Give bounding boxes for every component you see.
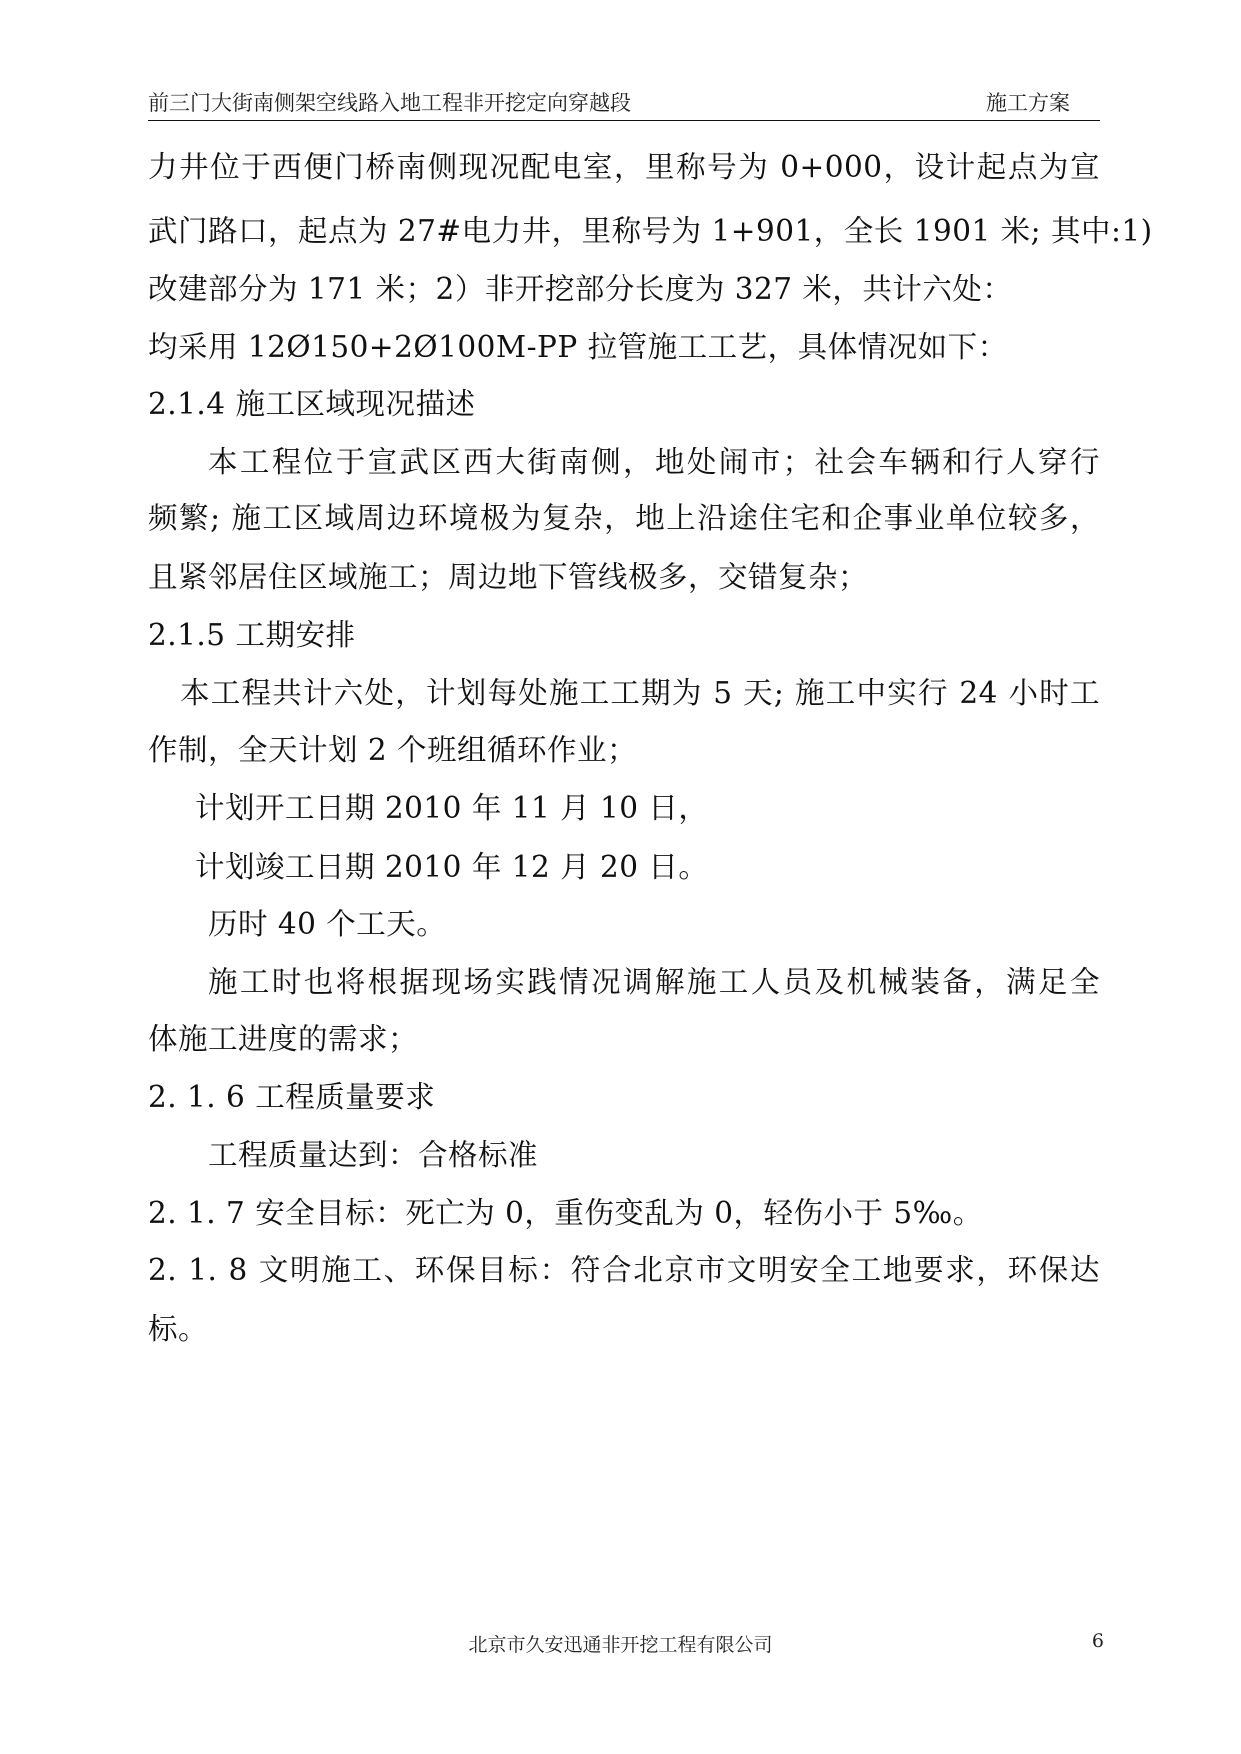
section-heading: 2. 1. 6 工程质量要求 [148,1080,436,1114]
paragraph-line: 工程质量达到：合格标准 [208,1138,539,1172]
paragraph-line: 频繁; 施工区域周边环境极为复杂，地上沿途住宅和企事业单位较多， [148,501,1100,535]
paragraph-line: 均采用 12Ø150+2Ø100M-PP 拉管施工工艺，具体情况如下： [148,330,1008,364]
section-heading: 2.1.4 施工区域现况描述 [148,387,476,421]
header-doc-type: 施工方案 [986,91,1070,115]
paragraph-line: 本工程位于宣武区西大街南侧，地处闹市；社会车辆和行人穿行 [208,445,1100,479]
schedule-start-date: 计划开工日期 2010 年 11 月 10 日， [195,791,709,825]
paragraph-line: 施工时也将根据现场实践情况调解施工人员及机械装备，满足全 [208,965,1100,999]
paragraph-line: 武门路口，起点为 27#电力井，里称号为 1+901，全长 1901 米; 其中:1) [148,214,1153,248]
paragraph-line: 改建部分为 171 米；2）非开挖部分长度为 327 米，共计六处： [148,272,1013,306]
header-title: 前三门大街南侧架空线路入地工程非开挖定向穿越段 [148,91,631,115]
section-heading: 2. 1. 7 安全目标：死亡为 0，重伤变乱为 0，轻伤小于 5‰。 [148,1196,983,1230]
section-heading: 2.1.5 工期安排 [148,618,356,652]
paragraph-line: 且紧邻居住区域施工；周边地下管线极多，交错复杂； [148,560,869,594]
footer-company: 北京市久安迅通非开挖工程有限公司 [468,1634,773,1656]
paragraph-line: 本工程共计六处，计划每处施工工期为 5 天; 施工中实行 24 小时工 [180,676,1100,710]
page-number: 6 [1091,1630,1104,1652]
schedule-duration: 历时 40 个工天。 [208,907,447,941]
schedule-end-date: 计划竣工日期 2010 年 12 月 20 日。 [195,850,709,884]
section-heading: 2. 1. 8 文明施工、环保目标：符合北京市文明安全工地要求，环保达 [148,1253,1100,1287]
page-header [148,88,1100,120]
paragraph-line: 体施工进度的需求； [148,1022,419,1056]
paragraph-line: 标。 [148,1312,209,1346]
header-rule [148,120,1100,121]
paragraph-line: 作制，全天计划 2 个班组循环作业； [148,733,638,767]
paragraph-line: 力井位于西便门桥南侧现况配电室，里称号为 0+000，设计起点为宣 [148,150,1100,184]
